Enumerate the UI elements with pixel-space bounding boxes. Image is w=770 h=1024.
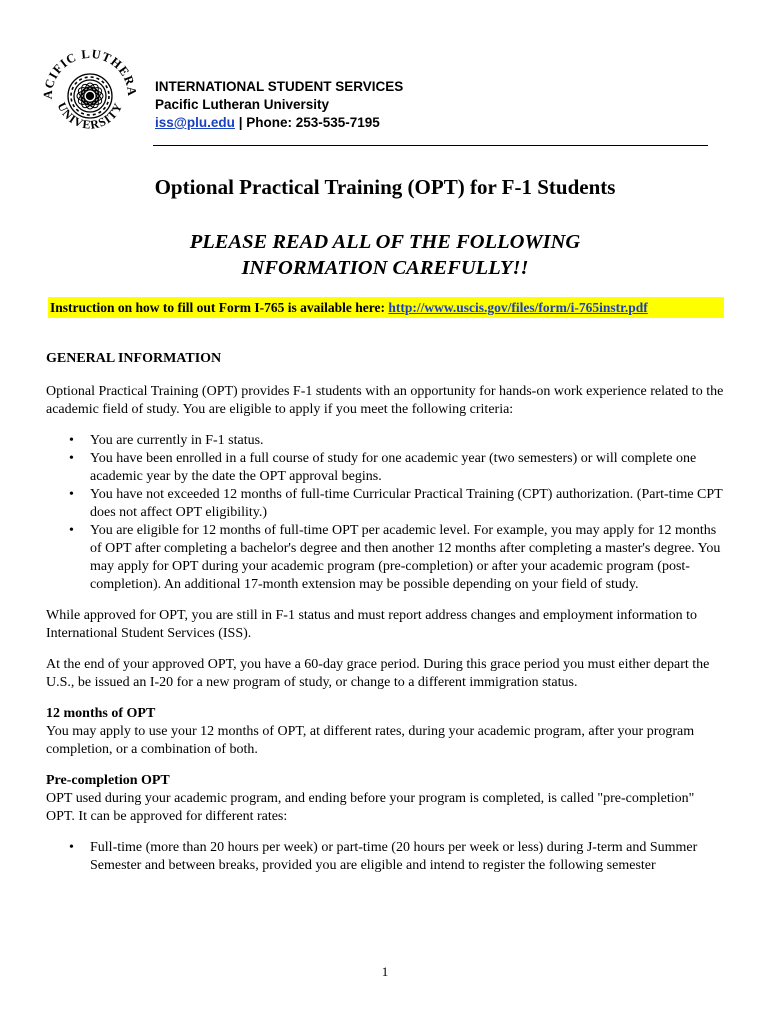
document-body: [46, 350, 726, 875]
eligibility-criteria-list: [46, 432, 726, 594]
list-item: • You have been enrolled in a full course of study for one academic year (two semesters) or will complete one academic year by the date the OPT approval begins.: [69, 451, 697, 484]
grace-period-paragraph: At the end of your approved OPT, you have a 60-day grace period. During this grace period you must either depart the U.S., be issued an I-20 for a new program of study, or change to a different immigration status.: [46, 657, 710, 690]
general-intro-paragraph: Optional Practical Training (OPT) provides F-1 students with an opportunity for hands-on work experience related to the academic field of study. You are eligible to apply if you meet the following criteria:: [46, 384, 724, 417]
twelve-months-paragraph: You may apply to use your 12 months of OPT, at different rates, during your academic program, after your program completion, or a combination of both.: [46, 724, 695, 757]
twelve-months-heading: 12 months of OPT: [46, 706, 156, 721]
bullet-icon: •: [69, 487, 74, 502]
contact-line: [155, 114, 403, 132]
bullet-icon: •: [69, 433, 74, 448]
pre-completion-paragraph: OPT used during your academic program, and ending before your program is completed, is called "pre-completion" OPT. It can be approved for different rates:: [46, 791, 695, 824]
bullet-icon: •: [69, 451, 74, 466]
form-instruction-banner: [48, 297, 724, 318]
email-link[interactable]: iss@plu.edu: [155, 115, 235, 130]
list-item: • You have not exceeded 12 months of full-time Curricular Practical Training (CPT) authorization. (Part-time CPT does not affect OPT eligibility.): [69, 487, 723, 520]
document-title: Optional Practical Training (OPT) for F-1 Students: [154, 175, 616, 199]
bullet-icon: •: [69, 840, 74, 855]
pre-completion-heading: Pre-completion OPT: [46, 773, 170, 788]
university-name: Pacific Lutheran University: [155, 97, 330, 112]
warning-line-1: PLEASE READ ALL OF THE FOLLOWING: [189, 231, 581, 253]
pre-completion-list: [46, 839, 726, 875]
general-information-heading: GENERAL INFORMATION: [46, 351, 222, 366]
university-seal-icon: [40, 44, 140, 144]
bullet-icon: •: [69, 523, 74, 538]
office-name: INTERNATIONAL STUDENT SERVICES: [155, 79, 404, 94]
instruction-text: Instruction on how to fill out Form I-765 is available here:: [50, 300, 389, 315]
list-item: • You are currently in F-1 status.: [69, 433, 264, 448]
phone-text: | Phone: 253-535-7195: [234, 115, 380, 130]
page-number: 1: [381, 964, 389, 979]
read-carefully-warning: [0, 229, 770, 281]
opt-status-paragraph: While approved for OPT, you are still in F-1 status and must report address changes and employment information to International Student Services (ISS).: [46, 608, 697, 641]
warning-line-2: INFORMATION CAREFULLY!!: [241, 257, 529, 279]
svg-text:PACIFIC LUTHERAN: ACIFIC LUTHERA: [40, 46, 140, 100]
office-header: [155, 78, 403, 132]
list-item: • You are eligible for 12 months of full-time OPT per academic level. For example, you may apply for 12 months of OPT after completing a bachelor's degree and then another 12 months after completing a master's degree. You may apply for OPT during your academic program (pre-completion) or after your academic program (post-completion). An additional 17-month extension may be possible depending on your field of study.: [69, 523, 721, 592]
list-item: • Full-time (more than 20 hours per week) or part-time (20 hours per week or less) during J-term and Summer Semester and between breaks, provided you are eligible and intend to register the following semester: [69, 840, 698, 873]
university-logo: [40, 44, 140, 144]
header-divider: [153, 145, 708, 146]
svg-text:UNIVERSITY: UNIVERSITY: [54, 100, 126, 132]
instruction-link[interactable]: http://www.uscis.gov/files/form/i-765instr.pdf: [388, 300, 648, 315]
